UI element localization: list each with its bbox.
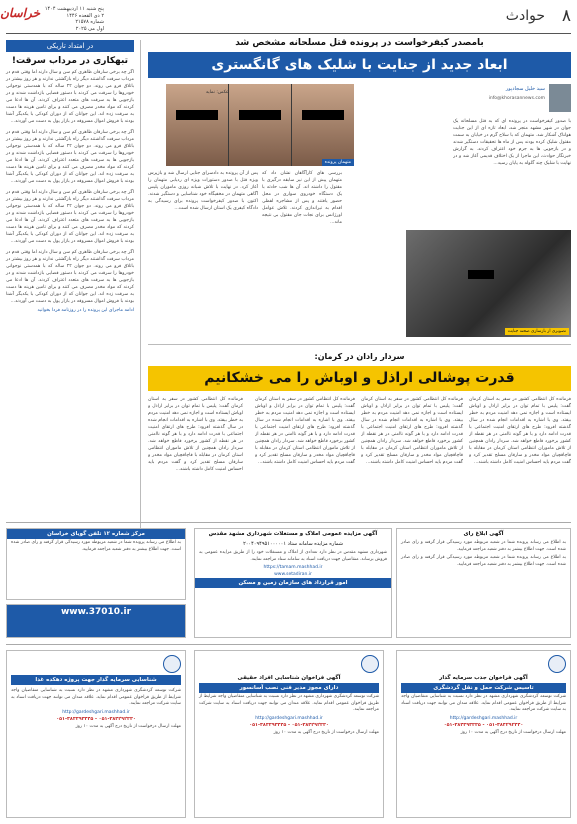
story2-kicker: سردار رادان در کرمان:	[314, 352, 405, 361]
suspect-photo-1	[292, 84, 354, 166]
elevator-ad-body: شرکت توسعه گردشگری شهرداری مشهد در نظر دارد نسبت به شناسایی متقاضیان واجد شرایط از طریق فراخوان عمومی اقدام نماید. علاقه مندان می توانند جهت دریافت اسناد به سایت شرکت مراجعه نمایند.	[199, 694, 379, 712]
elevator-ad-note: مهلت ارسال درخواست از تاریخ درج آگهی به مدت ۱۰ روز	[273, 729, 379, 735]
story1-headline: ابعاد جدید از جنایت با شلیک های گانگستری	[148, 52, 571, 78]
issue-number: شماره ۲۱۵۷۸	[75, 19, 104, 25]
column-divider	[140, 40, 141, 595]
suspect-photo-2	[229, 84, 291, 166]
column-title: تبهکاری در مرداب سرقت!	[11, 56, 129, 66]
phone-center-body: به اطلاع می رساند پرونده شما در شعبه مربوطه مورد رسیدگی قرار گرفته و رای صادر شده است. جهت اطلاع بیشتر به دفتر شعبه مراجعه فرمایید.	[11, 540, 181, 552]
crime-scene-caption: تصویری از بازسازی صحنه جنایت	[505, 328, 569, 335]
column-footer-link[interactable]: ادامه ماجرای این پرونده را در روزنامه فردا بخوانید	[37, 308, 134, 313]
story2-headline: قدرت پوشالی اراذل و اوباش را می خشکانیم	[148, 366, 571, 391]
crime-scene-photo	[406, 230, 571, 337]
verdict-ad-body-2: به اطلاع می رساند پرونده شما در شعبه مربوطه مورد رسیدگی قرار گرفته و رای صادر شده است. جهت اطلاع بیشتر به دفتر شعبه مراجعه فرمایید.	[401, 555, 566, 567]
investor-ad-body: شرکت توسعه گردشگری شهرداری مشهد در نظر دارد نسبت به شناسایی متقاضیان واجد شرایط از طریق فراخوان عمومی اقدام نماید. علاقه مندان می توانند جهت دریافت اسناد به سایت شرکت مراجعه نمایند.	[401, 694, 566, 712]
auction-ad	[194, 528, 392, 638]
story2-body-col3: فرمانده کل انتظامی کشور در سفر به استان کرمان گفت: پلیس با تمام توان در برابر اراذل و اوباش ایستاده است و اجازه نمی دهد امنیت مردم به خطر بیفتد. وی با اشاره به اقدامات انجام شده در سال گذشته افزود: طرح های ارتقای امنیت اجتماعی با قدرت ادامه دارد و با هر گونه ناامنی در هر نقطه از کشور برخورد قاطع خواهد شد. سردار رادان همچنین از تلاش ماموران انتظامی استان کرمان در مقابله با قاچاقچیان مواد مخدر و سارقان مسلح تقدیر کرد و گفت مردم باید احساس امنیت کامل داشته باشند...	[255, 397, 355, 465]
phone-center-banner	[6, 604, 186, 638]
section-title: حوادث	[505, 8, 545, 24]
story1-body-col1: با صدور کیفرخواست در پرونده ای که به قتل مسلحانه یک جوان در شهر مشهد منجر شد، ابعاد تازه ای از این جنایت هولناک آشکار شد. متهمان که با سلاح گرم در خیابان به سمت مقتول شلیک کرده بودند پس از ماه ها تحقیقات دستگیر شدند و در بازجویی ها به جرم خود اعتراف کردند. به گزارش خبرنگار حوادث، این ماجرا از یک اختلاف قدیمی آغاز شد و در نهایت با شلیک چند گلوله به پایان رسید...	[453, 119, 571, 166]
phone-center-title: مرکز شماره ۱۲ تلفن گویای خراسان	[7, 529, 185, 539]
elevator-ad-subtitle: دارای مجوز مدیر فنی نصب آسانسور	[199, 683, 379, 693]
face-blur-bar	[239, 110, 281, 120]
auction-ad-website-2[interactable]: www.setadiran.ir	[274, 572, 312, 577]
auction-ad-number: شماره مزایده سامانه ستاد ۲۰۰۴۰۹۴۹۵۱۰۰۰۰۰۱	[243, 541, 343, 547]
story2-body-col4: فرمانده کل انتظامی کشور در سفر به استان کرمان گفت: پلیس با تمام توان در برابر اراذل و اوباش ایستاده است و اجازه نمی دهد امنیت مردم به خطر بیفتد. وی با اشاره به اقدامات انجام شده در سال گذشته افزود: طرح های ارتقای امنیت اجتماعی با قدرت ادامه دارد و با هر گونه ناامنی در هر نقطه از کشور برخورد قاطع خواهد شد. سردار رادان همچنین از تلاش ماموران انتظامی استان کرمان در مقابله با قاچاقچیان مواد مخدر و سارقان مسلح تقدیر کرد و گفت مردم باید احساس امنیت کامل داشته باشند...	[148, 397, 243, 472]
column-body-continued-2: اگر چه برخی سارقان ظاهری کم سن و سال دارند اما وقتی قدم در مرداب سرقت گذاشتند دیگر راه بازگشتی ندارند و هر روز بیشتر در باتلاق فرو می روند. دو جوان ۲۲ ساله که با همدستی نوجوانی خودروها را سرقت می کردند با دستور قضایی بازداشت شدند و در بازجویی ها به سرقت های متعدد اعتراف کردند. آن ها ادعا می کردند که مواد مخدر مصرف می کنند و برای تامین هزینه ها دست به سرقت زده اند. این جوانان که از دوران کودکی با یکدیگر آشنا بودند با فروش اموال مسروقه در بازار پول به دست می آوردند...	[6, 190, 134, 244]
elevator-ad-title: آگهی فراخوان شناسایی افراد حقیقی	[237, 675, 341, 681]
phone-center-ad	[6, 528, 186, 600]
column-body: اگر چه برخی سارقان ظاهری کم سن و سال دارند اما وقتی قدم در مرداب سرقت گذاشتند دیگر راه بازگشتی ندارند و هر روز بیشتر در باتلاق فرو می روند. دو جوان ۲۲ ساله که با همدستی نوجوانی خودروها را سرقت می کردند با دستور قضایی بازداشت شدند و در بازجویی ها به سرقت های متعدد اعتراف کردند. آن ها ادعا می کردند که مواد مخدر مصرف می کنند و برای تامین هزینه ها دست به سرقت زده اند. این جوانان که از دوران کودکی با یکدیگر آشنا بودند با فروش اموال مسروقه در بازار پول به دست می آوردند...	[6, 70, 134, 124]
newspaper-logo: خراسان	[0, 6, 40, 20]
investor-ad-title: آگهی فراخوان جذب سرمایه گذار	[439, 675, 528, 681]
elevator-ad-phone: ۰۵۱-۳۸۴۲۹۲۴۴۰ - ۰۵۱-۳۸۴۳۹۳۴۴۵	[249, 722, 329, 728]
face-blur-bar	[302, 110, 344, 120]
food-village-website[interactable]: http://gardeshgari.mashhad.ir	[62, 709, 130, 715]
auction-ad-body: شهرداری مشهد مقدس در نظر دارد تعدادی از املاک و مستغلات خود را از طریق مزایده عمومی به فروش برساند. متقاضیان جهت دریافت اسناد به سامانه ستاد مراجعه نمایند.	[199, 550, 387, 562]
story-divider	[148, 344, 571, 345]
photo-credit: عکس: نمایه	[206, 90, 229, 95]
verdict-ad-body: به اطلاع می رساند پرونده شما در شعبه مربوطه مورد رسیدگی قرار گرفته و رای صادر شده است. جهت اطلاع بیشتر به دفتر شعبه مراجعه فرمایید.	[401, 540, 566, 552]
date-hijri: ۲ ذی القعده ۱۴۴۶	[66, 12, 104, 19]
food-village-phone: ۰۵۱-۳۸۴۲۹۲۴۴۰ - ۰۵۱-۳۸۴۳۹۳۴۴۵	[56, 716, 136, 722]
page-number: ۸	[561, 6, 571, 26]
investor-ad-website[interactable]: http://gardeshgari.mashhad.ir	[449, 715, 518, 721]
phone-center-website[interactable]: www.37010.ir	[60, 607, 132, 617]
ads-divider	[6, 522, 571, 523]
author-name: سید خلیل سجادپور	[505, 86, 545, 92]
food-village-body: شرکت توسعه گردشگری شهرداری مشهد در نظر دارد نسبت به شناسایی متقاضیان واجد شرایط از طریق فراخوان عمومی اقدام نماید. علاقه مندان می توانند جهت دریافت اسناد به سایت شرکت مراجعه نمایند.	[11, 688, 181, 706]
auction-ad-title: آگهی مزایده عمومی املاک و مستغلات شهرداری مشهد مقدس	[208, 531, 378, 537]
story1-body-col2: بررسی های کارآگاهان نشان داد که متهمان پیش از این نیز سابقه درگیری با مقتول را داشته اند. آن ها شب حادثه با یک دستگاه خودروی سواری در محل حضور یافتند و پس از مشاجره لفظی اقدام به تیراندازی کردند. تلاش عوامل اورژانس برای نجات جان مقتول بی نتیجه ماند...	[262, 171, 342, 225]
face-blur-bar	[468, 270, 494, 279]
investor-ad-subtitle: تاسیس شرکت حمل و نقل گردشگری	[401, 683, 566, 693]
auction-ad-footer: امور قرارداد های سازمان زمین و مسکن	[195, 578, 391, 588]
column-body-continued-3: اگر چه برخی سارقان ظاهری کم سن و سال دارند اما وقتی قدم در مرداب سرقت گذاشتند دیگر راه بازگشتی ندارند و هر روز بیشتر در باتلاق فرو می روند. دو جوان ۲۲ ساله که با همدستی نوجوانی خودروها را سرقت می کردند با دستور قضایی بازداشت شدند و در بازجویی ها به سرقت های متعدد اعتراف کردند. آن ها ادعا می کردند که مواد مخدر مصرف می کنند و برای تامین هزینه ها دست به سرقت زده اند. این جوانان که از دوران کودکی با یکدیگر آشنا بودند با فروش اموال مسروقه در بازار پول به دست می آوردند...	[6, 250, 134, 304]
investor-ad-phone: ۰۵۱-۳۸۴۲۹۲۴۴۰ - ۰۵۱-۳۸۴۳۹۳۴۴۵	[443, 722, 524, 728]
column-header: در امتداد تاریکی	[6, 40, 134, 52]
suspect-photo-3	[166, 84, 228, 166]
date-persian: پنج شنبه ۱۱ اردیبهشت ۱۴۰۴	[44, 6, 104, 12]
story2-body-col1: فرمانده کل انتظامی کشور در سفر به استان کرمان گفت: پلیس با تمام توان در برابر اراذل و اوباش ایستاده است و اجازه نمی دهد امنیت مردم به خطر بیفتد. وی با اشاره به اقدامات انجام شده در سال گذشته افزود: طرح های ارتقای امنیت اجتماعی با قدرت ادامه دارد و با هر گونه ناامنی در هر نقطه از کشور برخورد قاطع خواهد شد. سردار رادان همچنین از تلاش ماموران انتظامی استان کرمان در مقابله با قاچاقچیان مواد مخدر و سارقان مسلح تقدیر کرد و گفت مردم باید احساس امنیت کامل داشته باشند...	[469, 397, 571, 465]
photo-caption: متهمان پرونده	[322, 159, 354, 166]
verdict-ad-title: آگهی ابلاغ رای	[463, 531, 504, 537]
investor-ad-note: مهلت ارسال درخواست از تاریخ درج آگهی به مدت ۱۰ روز	[460, 729, 566, 735]
municipality-emblem-icon	[548, 655, 566, 673]
food-village-ad	[6, 650, 186, 818]
face-blur-bar	[176, 110, 218, 120]
author-email: info@khorasannews.com	[488, 96, 545, 101]
elevator-ad	[194, 650, 384, 818]
ads-divider-2	[6, 644, 571, 645]
elevator-ad-website[interactable]: http://gardeshgari.mashhad.ir	[255, 715, 323, 721]
suspects-photo	[166, 84, 354, 166]
municipality-emblem-icon	[163, 655, 181, 673]
date-block	[44, 6, 104, 32]
verdict-ad	[396, 528, 571, 638]
page-header	[0, 6, 571, 32]
story1-body-col3: پس از آن پرونده به دادسرای جنایی ارسال شد و بازپرس ویژه قتل با صدور دستورات ویژه ای ردیابی متهمان را آغاز کرد. در نهایت با تلاش شبانه روزی ماموران پلیس آگاهی متهمان در مخفیگاه خود شناسایی و دستگیر شدند. اکنون با صدور کیفرخواست پرونده برای رسیدگی به دادگاه کیفری یک استان ارسال شده است...	[148, 171, 258, 211]
author-box	[453, 84, 571, 114]
investor-ad	[396, 650, 571, 818]
auction-ad-website-1[interactable]: https://tamam.mashhad.ir	[263, 565, 323, 570]
story1-kicker: بامصدر کیفرخواست در پرونده قتل مسلحانه مشخص شد	[235, 38, 484, 48]
food-village-note: مهلت ارسال درخواست از تاریخ درج آگهی به مدت ۱۰ روز	[75, 723, 181, 729]
column-body-continued: اگر چه برخی سارقان ظاهری کم سن و سال دارند اما وقتی قدم در مرداب سرقت گذاشتند دیگر راه بازگشتی ندارند و هر روز بیشتر در باتلاق فرو می روند. دو جوان ۲۲ ساله که با همدستی نوجوانی خودروها را سرقت می کردند با دستور قضایی بازداشت شدند و در بازجویی ها به سرقت های متعدد اعتراف کردند. آن ها ادعا می کردند که مواد مخدر مصرف می کنند و برای تامین هزینه ها دست به سرقت زده اند. این جوانان که از دوران کودکی با یکدیگر آشنا بودند با فروش اموال مسروقه در بازار پول به دست می آوردند...	[6, 130, 134, 184]
story2-body-col2: فرمانده کل انتظامی کشور در سفر به استان کرمان گفت: پلیس با تمام توان در برابر اراذل و اوباش ایستاده است و اجازه نمی دهد امنیت مردم به خطر بیفتد. وی با اشاره به اقدامات انجام شده در سال گذشته افزود: طرح های ارتقای امنیت اجتماعی با قدرت ادامه دارد و با هر گونه ناامنی در هر نقطه از کشور برخورد قاطع خواهد شد. سردار رادان همچنین از تلاش ماموران انتظامی استان کرمان در مقابله با قاچاقچیان مواد مخدر و سارقان مسلح تقدیر کرد و گفت مردم باید احساس امنیت کامل داشته باشند...	[361, 397, 463, 465]
food-village-title: شناسایی سرمایه گذار جهت پروژه دهکده غذا	[11, 675, 181, 685]
column-dark-side	[6, 40, 134, 595]
author-avatar	[549, 84, 571, 112]
header-divider	[6, 33, 571, 34]
municipality-emblem-icon	[361, 655, 379, 673]
date-gregorian: اول می ۲۰۲۵	[75, 25, 104, 32]
